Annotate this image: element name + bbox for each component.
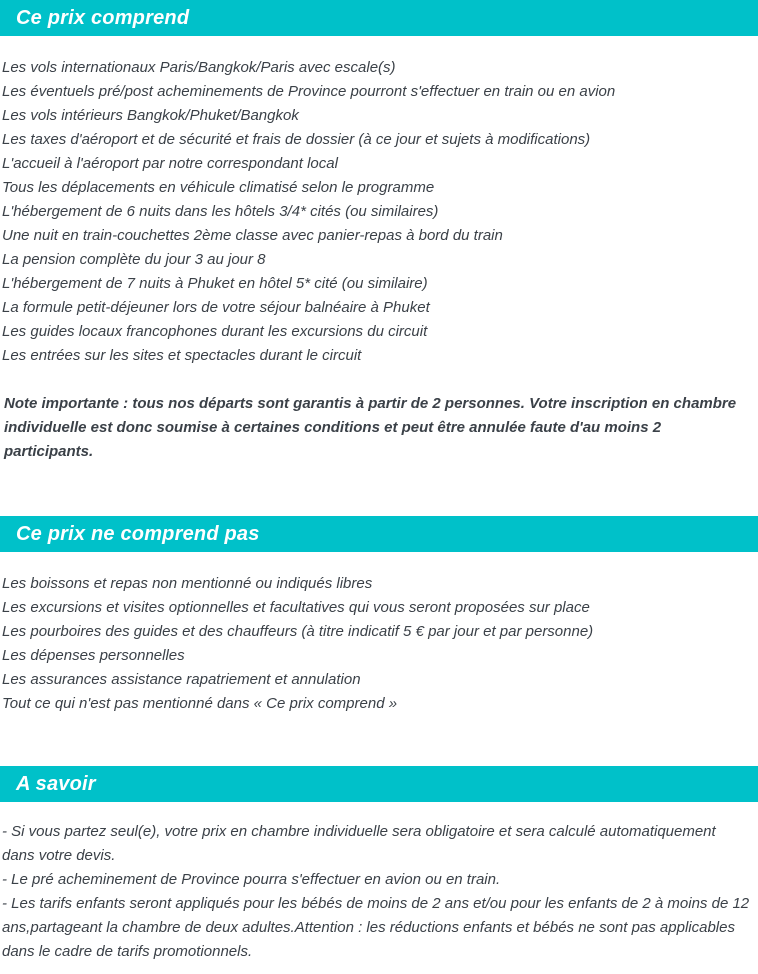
excluded-item: Les dépenses personnelles [2, 647, 185, 664]
good-to-know-items-list [2, 820, 750, 964]
section-good-to-know [0, 766, 758, 964]
excluded-item: Les excursions et visites optionnelles et facultatives qui vous seront proposées sur place [2, 599, 590, 616]
excluded-item: Les boissons et repas non mentionné ou indiqués libres [2, 575, 373, 592]
section-body-excluded [0, 572, 758, 716]
good-to-know-item: - Si vous partez seul(e), votre prix en chambre individuelle sera obligatoire et sera calculé automatiquement dans votre devis. [2, 823, 716, 864]
section-header-good-to-know [0, 766, 758, 802]
included-item: Les éventuels pré/post acheminements de Province pourront s'effectuer en train ou en avion [2, 83, 616, 100]
section-title-included: Ce prix comprend [16, 6, 190, 29]
included-item: Les guides locaux francophones durant les excursions du circuit [2, 323, 428, 340]
excluded-item: Les pourboires des guides et des chauffeurs (à titre indicatif 5 € par jour et par personne) [2, 623, 594, 640]
included-item: Les taxes d'aéroport et de sécurité et frais de dossier (à ce jour et sujets à modifications) [2, 131, 591, 148]
included-item: Les vols internationaux Paris/Bangkok/Paris avec escale(s) [2, 59, 396, 76]
included-item: La pension complète du jour 3 au jour 8 [2, 251, 266, 268]
section-body-included [0, 56, 758, 464]
included-item: La formule petit-déjeuner lors de votre séjour balnéaire à Phuket [2, 299, 430, 316]
included-item: L'hébergement de 7 nuits à Phuket en hôtel 5* cité (ou similaire) [2, 275, 428, 292]
excluded-items-list [2, 572, 750, 716]
included-item: Les vols intérieurs Bangkok/Phuket/Bangkok [2, 107, 299, 124]
section-price-included [0, 0, 758, 464]
included-item: Tous les déplacements en véhicule climatisé selon le programme [2, 179, 435, 196]
included-item: L'hébergement de 6 nuits dans les hôtels 3/4* cités (ou similaires) [2, 203, 439, 220]
section-header-included [0, 0, 758, 36]
good-to-know-item: - Le pré acheminement de Province pourra s'effectuer en avion ou en train. [2, 871, 501, 888]
included-item: Les entrées sur les sites et spectacles durant le circuit [2, 347, 362, 364]
important-note: Note importante : tous nos départs sont garantis à partir de 2 personnes. Votre inscription en chambre individuelle est donc soumise à certaines conditions et peut être annulée faute d'au moins 2 participants. [4, 395, 737, 460]
good-to-know-item: - Les tarifs enfants seront appliqués pour les bébés de moins de 2 ans et/ou pour les enfants de 2 à moins de 12 ans,partageant la chambre de deux adultes.Attention : les réductions enfants et bébés ne sont pas applicables dans le cadre de tarifs promotionnels. [2, 895, 750, 960]
section-title-excluded: Ce prix ne comprend pas [16, 522, 260, 545]
included-item: Une nuit en train-couchettes 2ème classe avec panier-repas à bord du train [2, 227, 503, 244]
excluded-item: Les assurances assistance rapatriement et annulation [2, 671, 361, 688]
section-body-good-to-know [0, 820, 758, 964]
section-price-excluded [0, 516, 758, 716]
section-title-good-to-know: A savoir [16, 772, 96, 795]
excluded-item: Tout ce qui n'est pas mentionné dans « Ce prix comprend » [2, 695, 398, 712]
section-header-excluded [0, 516, 758, 552]
included-item: L'accueil à l'aéroport par notre correspondant local [2, 155, 338, 172]
included-items-list [2, 56, 750, 368]
